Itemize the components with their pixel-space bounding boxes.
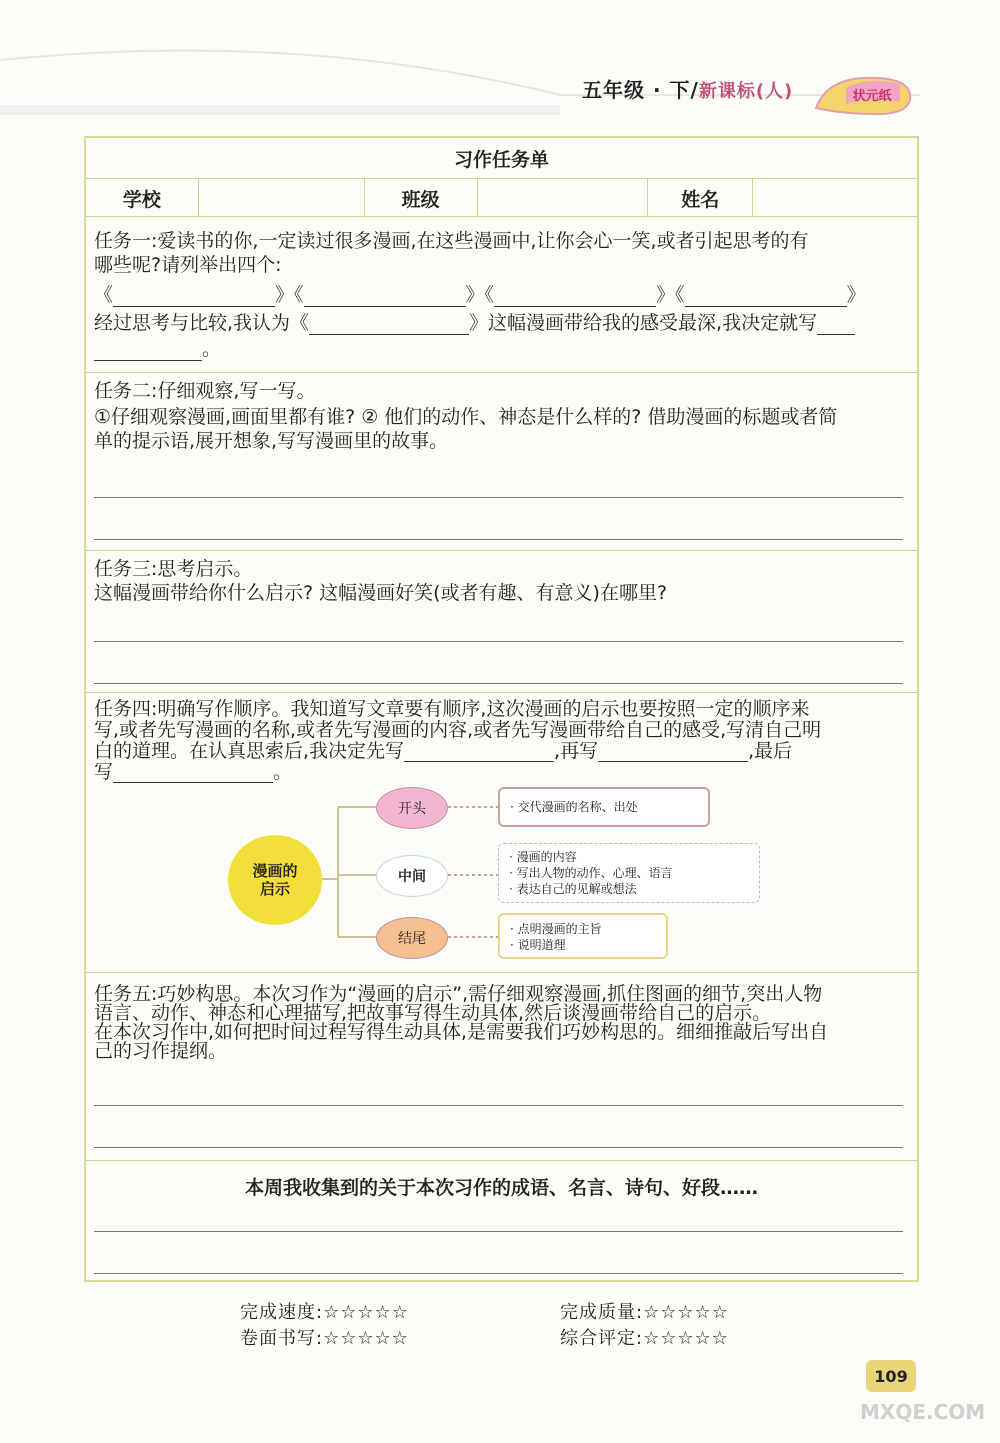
bracket-open: 《 bbox=[94, 284, 114, 306]
grade-text: 五年级 · 下/ bbox=[582, 78, 699, 102]
middle-detail-box bbox=[498, 843, 760, 903]
ending-item: · 说明道理 bbox=[510, 938, 566, 952]
diagram-center-node: 漫画的 启示 bbox=[228, 835, 322, 925]
sheet-title: 习作任务单 bbox=[453, 148, 549, 171]
node-opening: 开头 bbox=[376, 787, 448, 829]
middle-item: · 表达自己的见解或想法 bbox=[509, 882, 637, 896]
task4-then: ,再写 bbox=[554, 740, 599, 762]
task4-order-line bbox=[94, 741, 909, 762]
structure-diagram bbox=[226, 787, 766, 967]
collection-section bbox=[86, 1160, 917, 1281]
bracket-mid-1: 》《 bbox=[275, 284, 304, 306]
first-part-blank[interactable] bbox=[404, 743, 554, 762]
info-row bbox=[86, 178, 917, 217]
write-about-blank-2[interactable] bbox=[94, 342, 202, 361]
school-label: 学校 bbox=[86, 179, 199, 217]
task1-line1: 任务一:爱读书的你,一定读过很多漫画,在这些漫画中,让你会心一笑,或者引起思考的有 bbox=[94, 230, 809, 252]
task5-section bbox=[86, 972, 917, 1161]
task-sheet bbox=[84, 136, 919, 1282]
task2-text bbox=[94, 379, 909, 453]
comic-blank-3[interactable] bbox=[494, 288, 656, 307]
task5-line1: 任务五:巧妙构思。本次习作为“漫画的启示”,需仔细观察漫画,抓住图画的细节,突出人物 bbox=[94, 983, 823, 1005]
comic-blank-4[interactable] bbox=[685, 288, 847, 307]
ending-item: · 点明漫画的主旨 bbox=[510, 922, 602, 936]
task4-line1: 任务四:明确写作顺序。我知道写文章要有顺序,这次漫画的启示也要按照一定的顺序来 bbox=[94, 698, 810, 720]
node-ending: 结尾 bbox=[376, 917, 448, 959]
writing-line[interactable] bbox=[94, 1231, 903, 1232]
task2-line1: 任务二:仔细观察,写一写。 bbox=[94, 380, 316, 402]
task3-line2: 这幅漫画带给你什么启示? 这幅漫画好笑(或者有趣、有意义)在哪里? bbox=[94, 582, 668, 604]
second-part-blank[interactable] bbox=[598, 743, 748, 762]
class-field[interactable] bbox=[478, 179, 649, 217]
write-about-blank[interactable] bbox=[817, 316, 855, 335]
task2-line3: 单的提示语,展开想象,写写漫画里的故事。 bbox=[94, 430, 449, 452]
bracket-mid-3: 》《 bbox=[656, 284, 685, 306]
task1-end: 。 bbox=[202, 338, 222, 360]
chosen-comic-blank[interactable] bbox=[309, 316, 469, 335]
bracket-mid-2: 》《 bbox=[465, 284, 495, 306]
task1-line2: 哪些呢?请列举出四个: bbox=[94, 254, 282, 276]
page-number: 109 bbox=[866, 1360, 916, 1392]
page-header bbox=[0, 0, 1000, 130]
middle-item: · 写出人物的动作、心理、语言 bbox=[509, 866, 673, 880]
task4-end: 。 bbox=[273, 761, 293, 783]
task1-text bbox=[94, 229, 909, 361]
writing-line[interactable] bbox=[94, 539, 903, 540]
task5-line4: 己的习作提纲。 bbox=[94, 1040, 228, 1062]
task1-comic-list bbox=[94, 283, 909, 307]
brand-badge-icon bbox=[808, 70, 918, 120]
task1-section bbox=[86, 216, 917, 373]
rating-overall[interactable]: 综合评定:☆☆☆☆☆ bbox=[560, 1328, 729, 1349]
name-field[interactable] bbox=[753, 179, 917, 217]
svg-text:状元纸: 状元纸 bbox=[852, 89, 892, 104]
task4-text bbox=[94, 699, 909, 783]
node-middle: 中间 bbox=[376, 855, 448, 897]
writing-line[interactable] bbox=[94, 1105, 903, 1106]
rating-quality[interactable]: 完成质量:☆☆☆☆☆ bbox=[560, 1302, 729, 1323]
writing-line[interactable] bbox=[94, 683, 903, 684]
middle-item: · 漫画的内容 bbox=[509, 850, 577, 864]
rating-speed[interactable]: 完成速度:☆☆☆☆☆ bbox=[240, 1302, 409, 1323]
task2-section bbox=[86, 372, 917, 551]
task4-line2: 写,或者先写漫画的名称,或者先写漫画的内容,或者先写漫画带给自己的感受,写清自己明 bbox=[94, 719, 822, 741]
writing-line[interactable] bbox=[94, 1273, 903, 1274]
watermark: MXQE.COM bbox=[860, 1400, 986, 1424]
ending-detail-box bbox=[498, 913, 668, 959]
task1-choice-line bbox=[94, 311, 909, 335]
writing-line[interactable] bbox=[94, 497, 903, 498]
comic-blank-2[interactable] bbox=[304, 288, 466, 307]
rating-writing[interactable]: 卷面书写:☆☆☆☆☆ bbox=[240, 1328, 409, 1349]
task5-text bbox=[94, 985, 909, 1061]
third-part-blank[interactable] bbox=[113, 764, 273, 783]
task4-final-line bbox=[94, 762, 909, 783]
task4-section bbox=[86, 692, 917, 973]
task3-text bbox=[94, 557, 909, 605]
bracket-close: 》 bbox=[846, 284, 866, 306]
grade-label bbox=[582, 74, 793, 103]
task2-line2: ①仔细观察漫画,画面里都有谁? ② 他们的动作、神态是什么样的? 借助漫画的标题或者简 bbox=[94, 406, 838, 428]
task4-line3: 白的道理。在认真思索后,我决定先写 bbox=[94, 740, 405, 762]
opening-item: · 交代漫画的名称、出处 bbox=[510, 800, 638, 814]
task4-last: ,最后 bbox=[748, 740, 793, 762]
task1-choice-b: 》这幅漫画带给我的感受最深,我决定就写 bbox=[469, 312, 818, 334]
school-field[interactable] bbox=[199, 179, 365, 217]
task1-last-line bbox=[94, 337, 909, 361]
collection-heading: 本周我收集到的关于本次习作的成语、名言、诗句、好段…… bbox=[244, 1177, 758, 1199]
edition-text: 新课标(人) bbox=[698, 81, 794, 102]
task4-line4: 写 bbox=[94, 761, 114, 783]
comic-blank-1[interactable] bbox=[113, 288, 275, 307]
opening-detail-box bbox=[498, 787, 710, 827]
writing-line[interactable] bbox=[94, 641, 903, 642]
name-label: 姓名 bbox=[648, 179, 753, 217]
task5-line3: 在本次习作中,如何把时间过程写得生动具体,是需要我们巧妙构思的。细细推敲后写出自 bbox=[94, 1021, 829, 1043]
task3-section bbox=[86, 550, 917, 693]
class-label: 班级 bbox=[365, 179, 478, 217]
task3-line1: 任务三:思考启示。 bbox=[94, 558, 253, 580]
task5-line2: 语言、动作、神态和心理描写,把故事写得生动具体,然后谈漫画带给自己的启示。 bbox=[94, 1002, 772, 1024]
writing-line[interactable] bbox=[94, 1147, 903, 1148]
task1-choice-a: 经过思考与比较,我认为《 bbox=[94, 312, 310, 334]
